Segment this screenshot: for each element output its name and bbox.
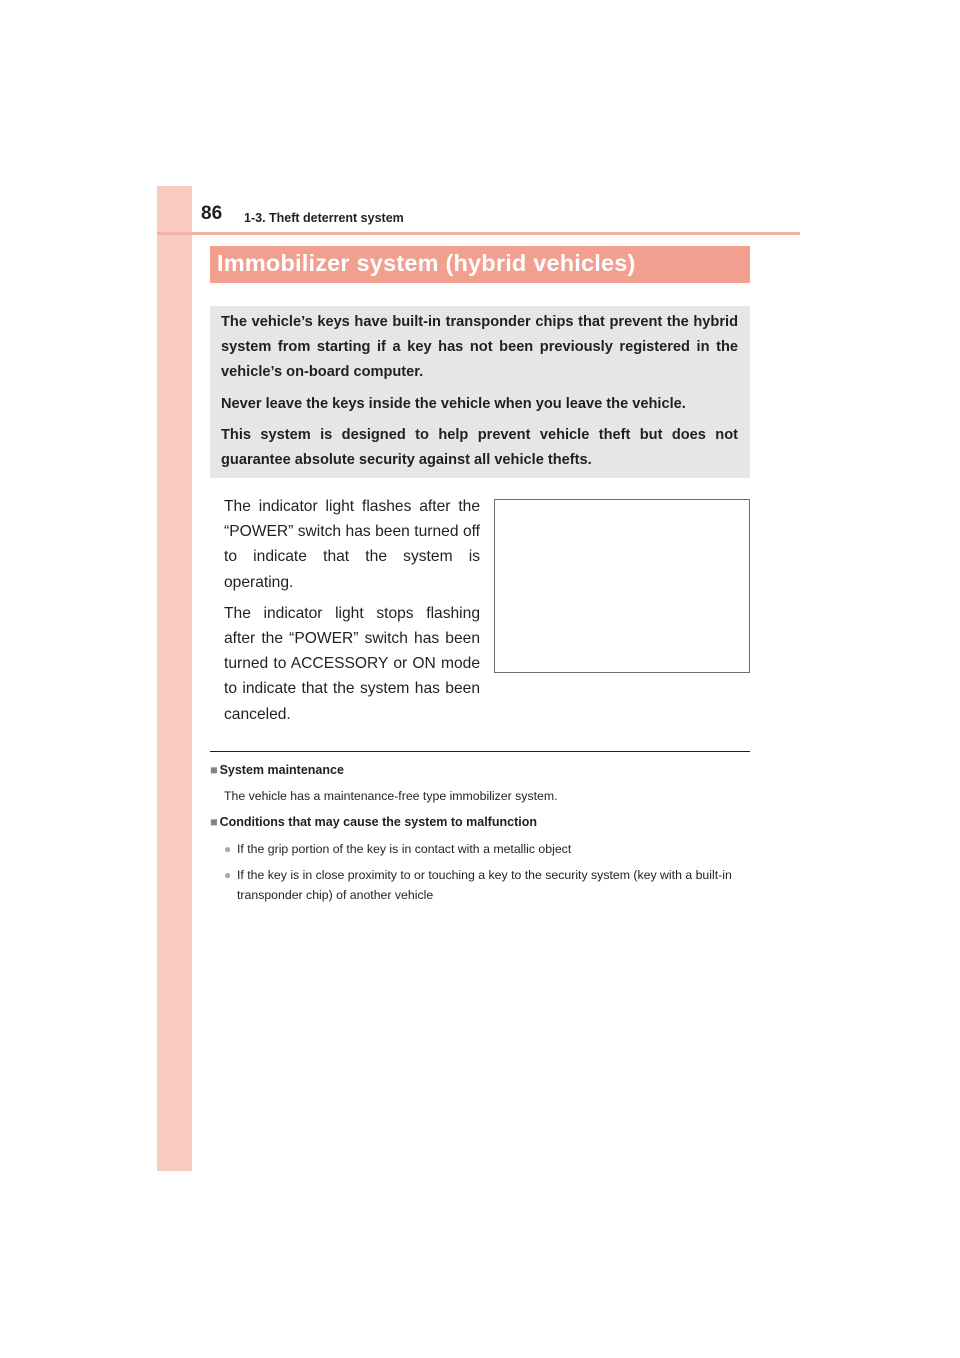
intro-box: [210, 306, 750, 478]
body-paragraph-2: The indicator light stops flashing after the “POWER” switch has been turned to ACCESSORY or ON mode to indicate that the system has been canceled.: [224, 604, 480, 723]
circle-bullet-icon: ●: [224, 868, 232, 882]
circle-bullet-icon: ●: [224, 842, 232, 856]
page-title: Immobilizer system (hybrid vehicles): [217, 250, 636, 276]
note-heading-text: System maintenance: [219, 763, 344, 777]
page-number: 86: [201, 203, 223, 224]
intro-paragraph-1: The vehicle’s keys have built-in transponder chips that prevent the hybrid system from starting if a key has not been previously registered in the vehicle’s on-board computer.: [221, 314, 738, 380]
intro-paragraph-2: Never leave the keys inside the vehicle when you leave the vehicle.: [221, 396, 686, 412]
bullet-text: If the grip portion of the key is in contact with a metallic object: [237, 842, 572, 856]
square-bullet-icon: ■: [210, 763, 218, 777]
section-label: 1-3. Theft deterrent system: [244, 211, 404, 225]
intro-paragraph-3: This system is designed to help prevent vehicle theft but does not guarantee absolute security against all vehicle thefts.: [221, 427, 738, 468]
header-rule: [157, 232, 800, 235]
note-text-maintenance: The vehicle has a maintenance-free type immobilizer system.: [224, 789, 558, 803]
note-heading-maintenance: [210, 763, 344, 777]
page-sidebar-band: [157, 186, 192, 1171]
note-heading-malfunction: [210, 815, 537, 829]
bullet-text: If the key is in close proximity to or touching a key to the security system (key with a built-in transponder chip) of another vehicle: [237, 868, 732, 902]
indicator-illustration: [494, 499, 750, 673]
note-heading-text: Conditions that may cause the system to malfunction: [219, 815, 537, 829]
body-text-column: [224, 494, 480, 733]
title-bar: [210, 246, 750, 283]
malfunction-bullet: [224, 839, 752, 859]
body-paragraph-1: The indicator light flashes after the “POWER” switch has been turned off to indicate that the system is operating.: [224, 498, 480, 591]
malfunction-bullet: [224, 865, 752, 905]
section-divider: [210, 751, 750, 752]
square-bullet-icon: ■: [210, 815, 218, 829]
